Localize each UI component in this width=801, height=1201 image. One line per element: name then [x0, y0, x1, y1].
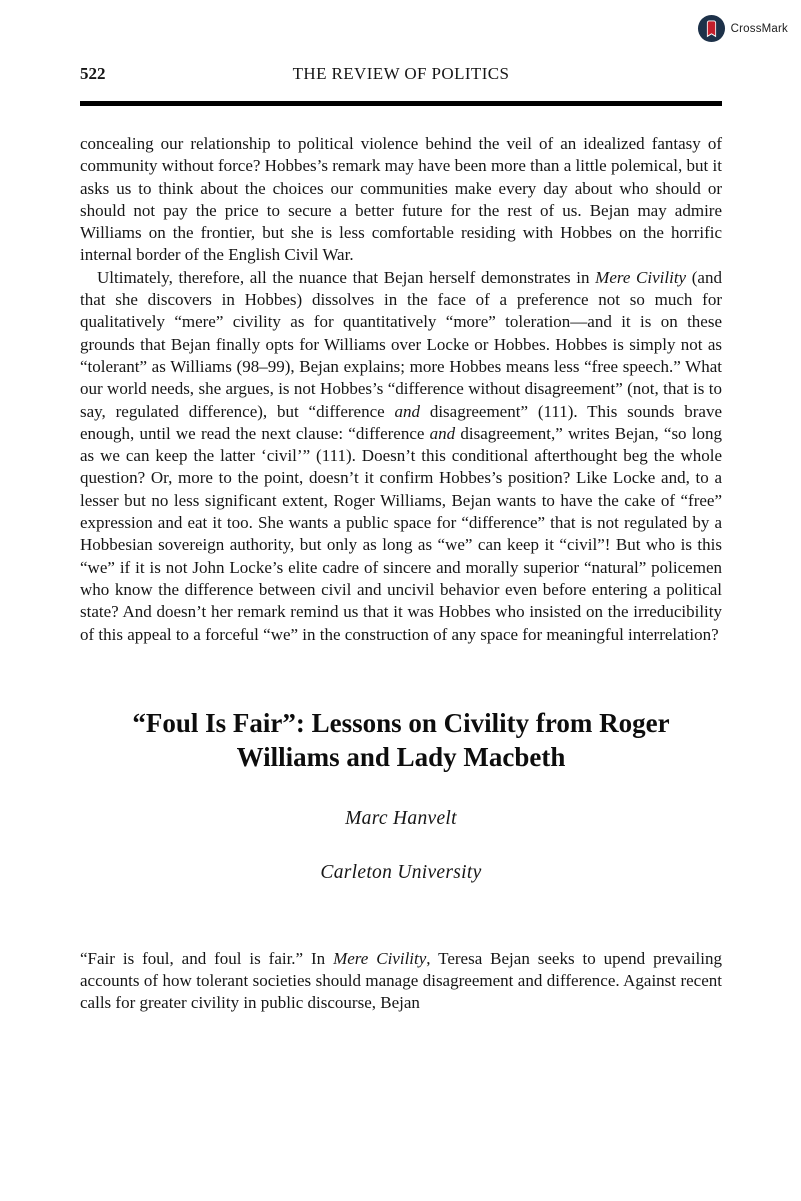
article-affiliation: Carleton University: [320, 861, 482, 883]
article-author: Marc Hanvelt: [345, 807, 457, 829]
journal-title: THE REVIEW OF POLITICS: [292, 64, 510, 83]
review-paragraph-1: concealing our relationship to political violence behind the veil of an idealized fantasy of community without force? Hobbes’s remark may have been more than a little polemical, but it asks us to think about the choices our communities make every day about who should or should not pay the price to secure a better future for the rest of us. Bejan may admire Williams on the frontier, but she is less comfortable residing with Hobbes on the horrific internal border of the English Civil War.: [80, 134, 722, 265]
crossmark-icon: [697, 14, 726, 43]
page-number: 522: [80, 64, 106, 83]
page-body: [80, 133, 722, 1015]
crossmark-badge[interactable]: [694, 11, 794, 46]
crossmark-label: CrossMark: [730, 22, 788, 35]
header-rule: [80, 101, 722, 106]
article-opening-paragraph: “Fair is foul, and foul is fair.” In Mere Civility, Teresa Bejan seeks to upend prevailing accounts of how tolerant societies should manage disagreement and difference. Against recent calls for greater civility in public discourse, Bejan: [80, 948, 722, 1013]
article-title: “Foul Is Fair”: Lessons on Civility from Roger Williams and Lady Macbeth: [132, 707, 670, 772]
review-paragraph-2: Ultimately, therefore, all the nuance that Bejan herself demonstrates in Mere Civility (and that she discovers in Hobbes) dissolves in the face of a preference not so much for qualitatively “mere” civility as for quantitatively “more” toleration—and it is on these grounds that Bejan finally opts for Williams over Locke or Hobbes. Hobbes is simply not as “tolerant” as Williams (98–99), Bejan explains; more Hobbes means less “free speech.” What our world needs, she argues, is not Hobbes’s “difference without disagreement” (not, that is to say, regulated difference), but “difference and disagreement” (111). This sounds brave enough, until we read the next clause: “difference and disagreement,” writes Bejan, “so long as we can keep the latter ‘civil’” (111). Doesn’t this conditional afterthought beg the whole question? Or, more to the point, doesn’t it confirm Hobbes’s position? Like Locke and, to a lesser but no less significant extent, Roger Williams, Bejan wants to have the cake of “free” expression and eat it too. She wants a public space for “difference” that is not regulated by a Hobbesian sovereign authority, but only as long as “we” can keep it “civil”! But who is this “we” if it is not John Locke’s elite cadre of sincere and morally superior “natural” policemen who know the difference between civil and uncivil behavior even before entering a political state? And doesn’t her remark remind us that it was Hobbes who insisted on the irreducibility of this appeal to a forceful “we” in the construction of any space for meaningful interrelation?: [80, 267, 722, 644]
running-head: [80, 64, 722, 83]
